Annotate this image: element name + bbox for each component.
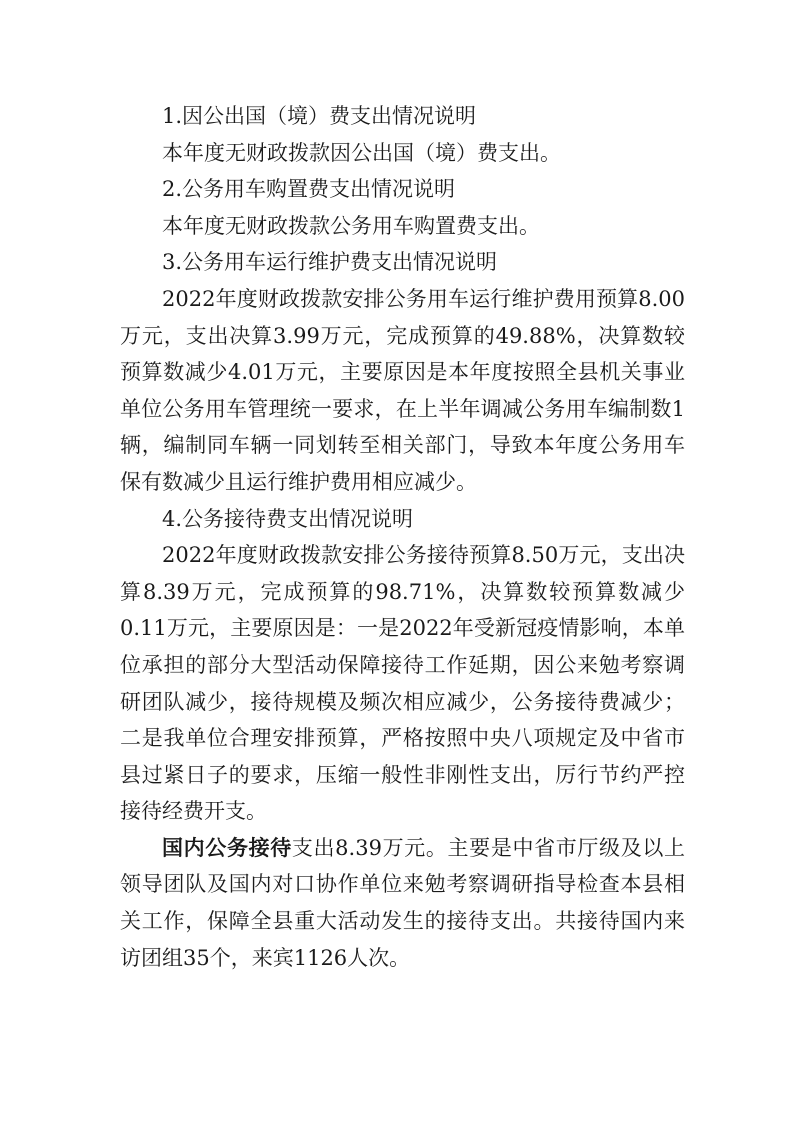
domestic-reception-paragraph	[120, 830, 685, 976]
section-heading-outbound-travel: 1.因公出国（境）费支出情况说明	[162, 104, 477, 128]
section-heading-reception: 4.公务接待费支出情况说明	[162, 506, 414, 531]
section-heading-vehicle-maintenance: 3.公务用车运行维护费支出情况说明	[162, 250, 498, 275]
section-heading-vehicle-purchase: 2.公务用车购置费支出情况说明	[162, 177, 456, 202]
section-body-reception: 2022年度财政拨款安排公务接待预算8.50万元，支出决算8.39万元，完成预算的98.71%，决算数较预算数减少0.11万元，主要原因是：一是2022年受新冠疫情影响，本单位承担的部分大型活动保障接待工作延期，因公来勉考察调研团队减少，接待规模及频次相应减少，公务接待费减少；二是我单位合理安排预算，严格按照中央八项规定及中省市县过紧日子的要求，压缩一般性非刚性支出，厉行节约严控接待经费开支。	[120, 543, 685, 824]
domestic-reception-lead: 国内公务接待	[162, 834, 292, 860]
section-body-vehicle-purchase: 本年度无财政拨款公务用车购置费支出。	[162, 213, 540, 238]
section-body-outbound-travel: 本年度无财政拨款因公出国（境）费支出。	[162, 140, 561, 165]
domestic-reception-body: 支出8.39万元。主要是中省市厅级及以上领导团队及国内对口协作单位来勉考察调研指导检查本县相关工作，保障全县重大活动发生的接待支出。共接待国内来访团组35个，来宾1126人次。	[120, 835, 685, 970]
document-page	[120, 98, 685, 976]
section-body-vehicle-maintenance: 2022年度财政拨款安排公务用车运行维护费用预算8.00万元，支出决算3.99万元，完成预算的49.88%，决算数较预算数减少4.01万元，主要原因是本年度按照全县机关事业单位公务用车管理统一要求，在上半年调减公务用车编制数1辆，编制同车辆一同划转至相关部门，导致本年度公务用车保有数减少且运行维护费用相应减少。	[120, 286, 685, 494]
